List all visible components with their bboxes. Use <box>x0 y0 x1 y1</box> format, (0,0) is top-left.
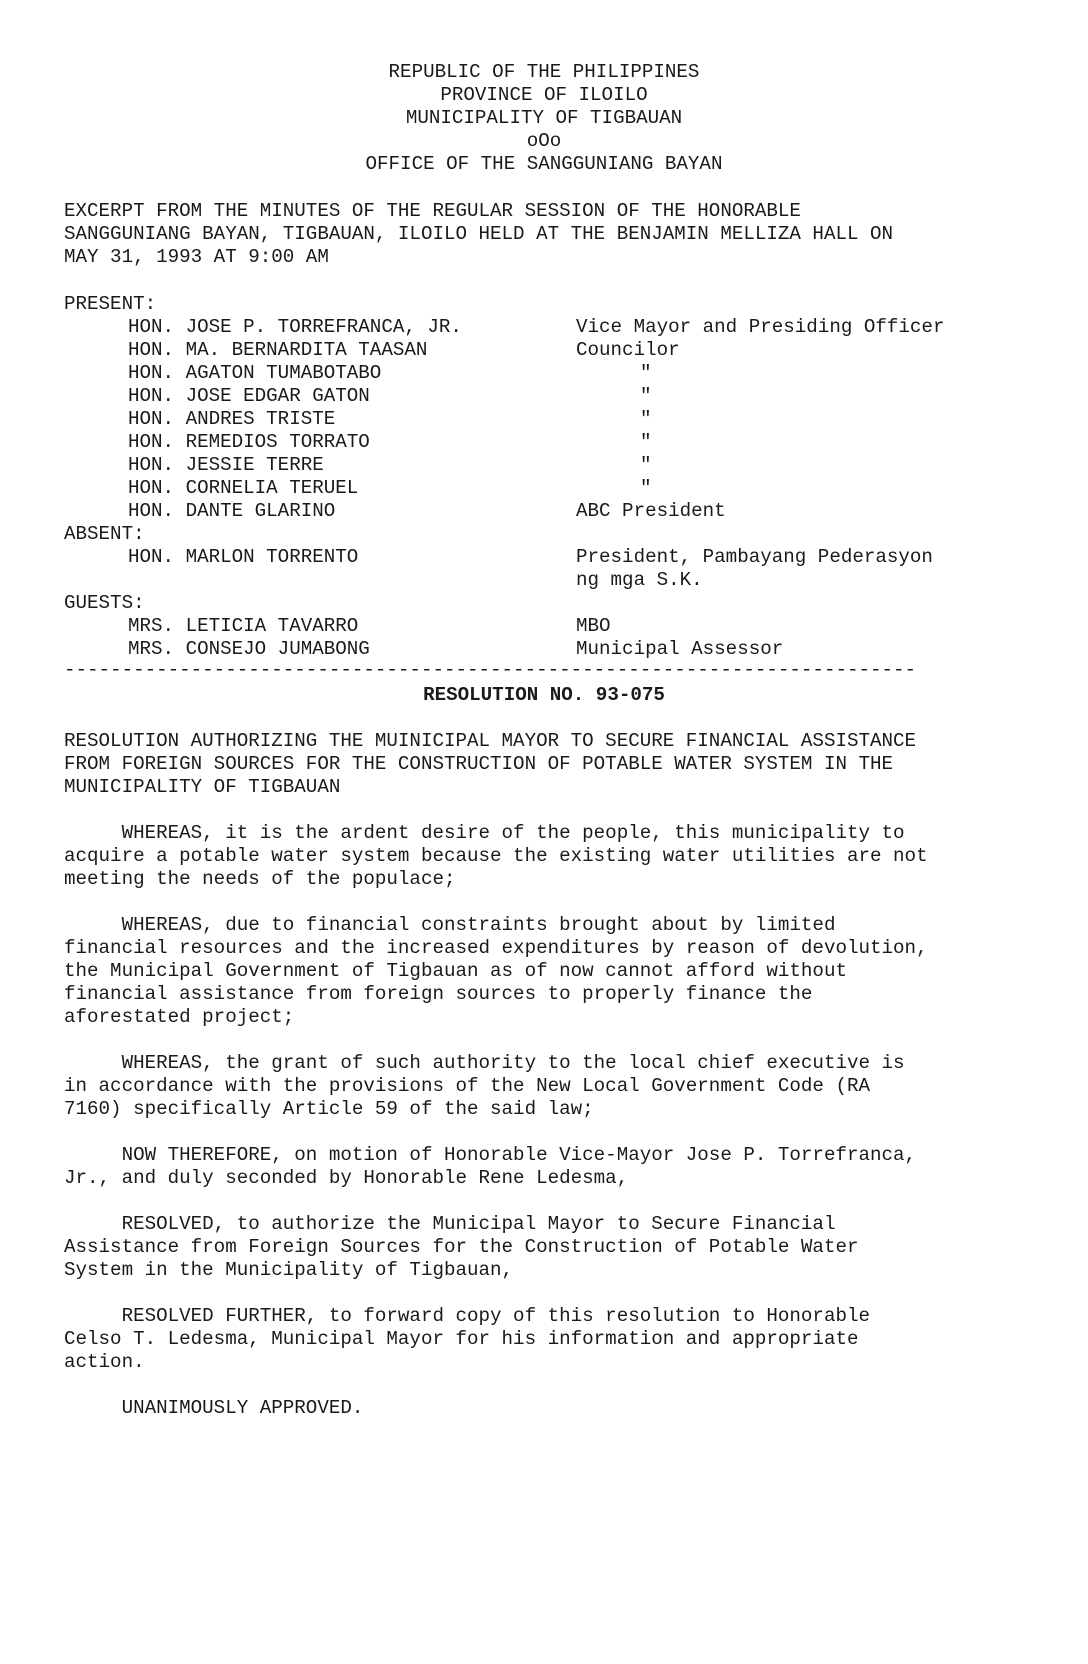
header-municipality: MUNICIPALITY OF TIGBAUAN <box>405 107 683 129</box>
present-member-name: HON. MA. BERNARDITA TAASAN <box>128 339 428 361</box>
absent-member-role: President, Pambayang Pederasyon <box>576 546 933 568</box>
absent-member-name: HON. MARLON TORRENTO <box>128 546 359 568</box>
present-member-name: HON. JESSIE TERRE <box>128 454 324 476</box>
present-member-name: HON. AGATON TUMABOTABO <box>128 362 382 384</box>
guest-role: Municipal Assessor <box>576 638 784 660</box>
whereas-2-line: financial assistance from foreign sources to properly finance the <box>64 983 813 1005</box>
present-member-name: HON. JOSE P. TORREFRANCA, JR. <box>128 316 462 338</box>
absent-label: ABSENT: <box>64 523 145 545</box>
resolved-line: RESOLVED, to authorize the Municipal Mayor to Secure Financial <box>64 1213 836 1235</box>
resolved-further-line: Celso T. Ledesma, Municipal Mayor for his information and appropriate <box>64 1328 859 1350</box>
present-member-role: ABC President <box>576 500 726 522</box>
whereas-1-line: meeting the needs of the populace; <box>64 868 456 890</box>
ditto-mark: " <box>640 385 652 407</box>
motion-line: Jr., and duly seconded by Honorable Rene Ledesma, <box>64 1167 629 1189</box>
present-member-name: HON. REMEDIOS TORRATO <box>128 431 370 453</box>
present-member-role: Vice Mayor and Presiding Officer <box>576 316 945 338</box>
ditto-mark: " <box>640 477 652 499</box>
whereas-2-line: the Municipal Government of Tigbauan as of now cannot afford without <box>64 960 847 982</box>
ditto-mark: " <box>640 408 652 430</box>
excerpt-line: MAY 31, 1993 AT 9:00 AM <box>64 246 329 268</box>
whereas-2-line: financial resources and the increased expenditures by reason of devolution, <box>64 937 928 959</box>
whereas-1-line: WHEREAS, it is the ardent desire of the people, this municipality to <box>64 822 905 844</box>
resolution-title-line: FROM FOREIGN SOURCES FOR THE CONSTRUCTION OF POTABLE WATER SYSTEM IN THE <box>64 753 894 775</box>
resolved-line: Assistance from Foreign Sources for the Construction of Potable Water <box>64 1236 859 1258</box>
resolution-title-line: RESOLUTION AUTHORIZING THE MUINICIPAL MAYOR TO SECURE FINANCIAL ASSISTANCE <box>64 730 917 752</box>
motion-line: NOW THEREFORE, on motion of Honorable Vice-Mayor Jose P. Torrefranca, <box>64 1144 917 1166</box>
resolved-further-line: RESOLVED FURTHER, to forward copy of this resolution to Honorable <box>64 1305 871 1327</box>
whereas-3-line: 7160) specifically Article 59 of the said law; <box>64 1098 594 1120</box>
excerpt-line: EXCERPT FROM THE MINUTES OF THE REGULAR SESSION OF THE HONORABLE <box>64 200 801 222</box>
present-member-name: HON. JOSE EDGAR GATON <box>128 385 370 407</box>
separator-line: -------------------------------------------------------------------------- <box>64 659 917 681</box>
whereas-2-line: aforestated project; <box>64 1006 295 1028</box>
present-member-role: Councilor <box>576 339 680 361</box>
resolution-number: RESOLUTION NO. 93-075 <box>423 684 665 706</box>
whereas-2-line: WHEREAS, due to financial constraints brought about by limited <box>64 914 836 936</box>
present-label: PRESENT: <box>64 293 157 315</box>
excerpt-line: SANGGUNIANG BAYAN, TIGBAUAN, ILOILO HELD AT THE BENJAMIN MELLIZA HALL ON <box>64 223 894 245</box>
whereas-1-line: acquire a potable water system because the existing water utilities are not <box>64 845 928 867</box>
guest-role: MBO <box>576 615 611 637</box>
resolved-further-line: action. <box>64 1351 145 1373</box>
ditto-mark: " <box>640 362 652 384</box>
ditto-mark: " <box>640 431 652 453</box>
guests-label: GUESTS: <box>64 592 145 614</box>
header-office: OFFICE OF THE SANGGUNIANG BAYAN <box>365 153 723 175</box>
header-republic: REPUBLIC OF THE PHILIPPINES <box>388 61 700 83</box>
whereas-3-line: WHEREAS, the grant of such authority to the local chief executive is <box>64 1052 905 1074</box>
approval-statement: UNANIMOUSLY APPROVED. <box>64 1397 364 1419</box>
guest-name: MRS. LETICIA TAVARRO <box>128 615 359 637</box>
header-province: PROVINCE OF ILOILO <box>440 84 648 106</box>
absent-member-role-cont: ng mga S.K. <box>576 569 703 591</box>
ditto-mark: " <box>640 454 652 476</box>
present-member-name: HON. ANDRES TRISTE <box>128 408 336 430</box>
resolution-title-line: MUNICIPALITY OF TIGBAUAN <box>64 776 341 798</box>
resolved-line: System in the Municipality of Tigbauan, <box>64 1259 514 1281</box>
present-member-name: HON. CORNELIA TERUEL <box>128 477 359 499</box>
guest-name: MRS. CONSEJO JUMABONG <box>128 638 370 660</box>
present-member-name: HON. DANTE GLARINO <box>128 500 336 522</box>
whereas-3-line: in accordance with the provisions of the New Local Government Code (RA <box>64 1075 871 1097</box>
header-ornament: oOo <box>526 130 562 152</box>
